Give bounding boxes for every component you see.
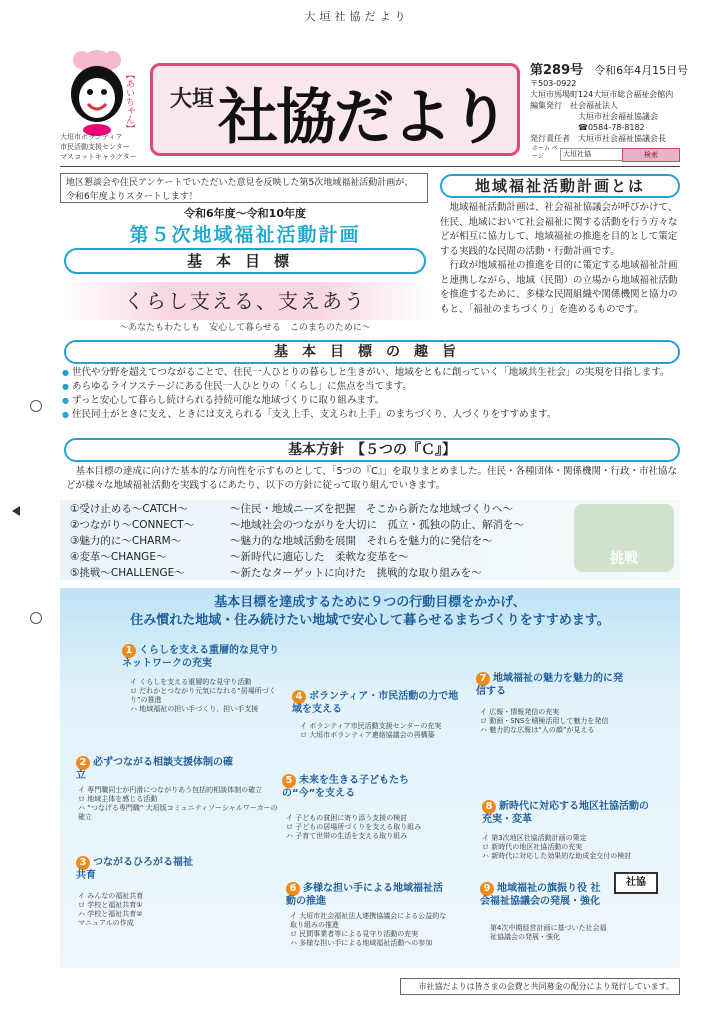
address: 大垣市馬場町124大垣市総合福祉会館内: [530, 90, 674, 99]
policy-row: ①受け止める～CATCH～ ～住民・地域ニーズを把握 そこから新たな地域づくりへ～: [70, 503, 513, 515]
binder-hole-icon: [30, 400, 42, 412]
plan-definition-body: 地域福祉活動計画は、社会福祉協議会が呼びかけて、住民、地域において社会福祉に関する活動を行う方々などが相互に協力して、地域福祉の推進を目的として策定する実践的な民間の活動・行動計画です。 行政が地域福祉の推進を目的に策定する地域福祉計画と連携しながら、地域（民間）の立場から地域福祉活動を推進するために、多様な民間組織や関係機関と協力のもと、「福祉のまちづくり」を進めるものです。: [440, 202, 678, 315]
policy-row: ②つながり～CONNECT～ ～地域社会のつながりを大切に 孤立・孤独の防止、解消を～: [70, 519, 524, 531]
shushi-list: [62, 366, 682, 422]
action-goal-4-desc: イ ボランティア市民活動支援センターの充実 ロ 大垣市ボランティア連絡協議会の再構築: [300, 722, 442, 739]
policy-row: ③魅力的に～CHARM～ ～魅力的な地域活動を展開 それらを魅力的に発信を～: [70, 535, 493, 547]
poster-headline-2: 住み慣れた地域・住み続けたい地域で安心して暮らせるまちづくりをすすめます。: [130, 613, 610, 628]
plan-title: 第５次地域福祉活動計画: [129, 224, 361, 246]
action-goal-6-desc: イ 大垣市社会福祉法人連携協議会による公益的な取り組みの推進 ロ 民間事業者等による見守り活動の充実 ハ 多様な担い手による地域福祉活動への参加: [290, 912, 447, 947]
mascot-icon: [62, 46, 132, 138]
binder-hole-icon: [30, 612, 42, 624]
action-goal-2: 2 必ずつながる相談支援体制の確立: [76, 757, 233, 781]
plan-period: 令和6年度～令和10年度: [184, 207, 306, 220]
list-item: ● 世代や分野を超えてつながることで、住民一人ひとりの暮らしと生きがい、地域をともに創っていく「地域共生社会」の実現を目指します。: [62, 366, 682, 380]
action-goal-4: 4 ボランティア・市民活動の力で地域を支える: [292, 691, 459, 715]
phone: ☎0584-78-8182: [578, 123, 645, 132]
homepage-label: ホーム ページ: [532, 145, 558, 160]
houshin-heading: 基本方針 【５つの『Ｃ』】: [64, 438, 680, 462]
goal-slogan: くらし支える、支えあう: [60, 282, 430, 320]
plan-definition-heading: 地域福祉活動計画とは: [440, 174, 680, 198]
masthead-title: 社協だより: [218, 83, 508, 153]
issue-info: 第289号 令和6年4月15日号 〒503-0922 大垣市馬場町124大垣市総合福祉会館内 編集発行 社会福祉法人 大垣市社会福祉協議会 ☎0584-78-8182 発行責任者 大垣市社会福祉協議会長: [530, 63, 689, 143]
action-goal-8-desc: イ 第3次地区社協活動計画の策定 ロ 新時代の地区社協活動の充実 ハ 新時代に対応した効果的な助成金交付の検討: [482, 834, 632, 860]
action-goal-7: 7 地域福祉の魅力を魅力的に発信する: [476, 673, 623, 697]
action-goal-9: 9 地域福祉の旗振り役 社会福祉協議会の発展・強化: [480, 883, 601, 907]
action-goal-3: 3 つながるひろがる福祉共育: [76, 857, 193, 881]
search-button[interactable]: 検索: [622, 148, 680, 162]
policy-row: ④変革～CHANGE～ ～新時代に適応した 柔軟な変革を～: [70, 551, 409, 563]
header-divider: [60, 166, 680, 167]
shakyo-sign: 社協: [614, 872, 658, 894]
shushi-heading: 基本目標の趣旨: [64, 340, 680, 364]
mascot-caption: 大垣市ボランティア 市民活動支援センター マスコットキャラクター: [60, 133, 137, 161]
action-goal-2-desc: イ 専門職同士が円滑につながりあう包括的相談体制の確立 ロ 地域主体を感じる活動 ハ “つなげる専門職” 大垣版コミュニティソーシャルワーカーの確立: [78, 786, 278, 821]
poster-headline-1: 基本目標を達成するために９つの行動目標をかかげ、: [214, 595, 526, 610]
action-goal-5: 5 未来を生きる子どもたちの“今”を支える: [282, 775, 409, 799]
list-item: ● 住民同士がときに支え、ときには支えられる「支え上手、支えられ上手」のまちづくり、人づくりをすすめます。: [62, 408, 682, 422]
action-goal-3-desc: イ みんなの福祉共育 ロ 学校と福祉共育① ハ 学校と福祉共育② マニュアルの作成: [78, 892, 144, 927]
action-goal-8: 8 新時代に対応する地区社協活動の充実・変革: [482, 801, 649, 825]
list-item: ● ずっと安心して暮らし続けられる持続可能な地域づくりに取り組みます。: [62, 394, 682, 408]
list-item: ● あらゆるライフステージにある住民一人ひとりの「くらし」に焦点を当てます。: [62, 380, 682, 394]
houshin-body: 基本目標の達成に向けた基本的な方向性を示すものとして、「5つの『C』」を取りまとめました。住民・各種団体・関係機関・行政・市社協などが様々な地域福祉活動を実践するにあたり、以下の方針に従って取り組んでいきます。: [66, 466, 677, 491]
action-goal-5-desc: イ 子どもの貧困に寄り添う支援の検討 ロ 子どもの居場所づくりを支える取り組み ハ 子育て世帯の生活を支える取り組み: [286, 814, 422, 840]
footer-note: 市社協だよりは皆さまの会費と共同募金の配分により発行しています。: [400, 978, 680, 995]
goal-subtitle: ～あなたもわたしも 安心して暮らせる このまちのために～: [119, 323, 371, 333]
postal-code: 〒503-0922: [530, 79, 577, 88]
issue-date: 令和6年4月15日号: [594, 64, 689, 77]
action-goal-6: 6 多様な担い手による地域福祉活動の推進: [286, 883, 443, 907]
issue-number: 第289号: [530, 63, 584, 78]
search-input[interactable]: 大垣社協: [560, 148, 624, 161]
arrow-left-icon: [12, 506, 20, 516]
action-goal-1: 1 くらしを支える重層的な見守りネットワークの充実: [122, 645, 279, 669]
masthead-ogaki: 大垣: [170, 86, 215, 112]
challenge-label: 挑戦: [574, 504, 674, 572]
action-goal-1-desc: イ くらしを支える重層的な見守り活動 ロ だれかとつながり元気になれる“居場所づくり”の推進 ハ 地域福祉の担い手づくり、担い手支援: [130, 678, 276, 713]
mascot-name: 【あいちゃん】: [124, 70, 134, 133]
intro-box: 地区懇談会や住民アンケートでいただいた意見を反映した第5次地域福祉活動計画が、令和6年度よりスタートします！: [60, 173, 428, 203]
action-goal-7-desc: イ 広報・情報発信の充実 ロ 動画・SNSを積極活用して魅力を発信 ハ 魅力的な広報は“人の顔”が見える: [480, 708, 609, 734]
goal-heading: 基本目標: [64, 248, 426, 274]
policy-row: ⑤挑戦～CHALLENGE～ ～新たなターゲットに向けた 挑戦的な取り組みを～: [70, 567, 482, 579]
action-goal-9-desc: 第4次中期経営計画に基づいた社会福祉協議会の発展・強化: [490, 924, 607, 941]
running-header: 大垣社協だより: [304, 10, 410, 23]
